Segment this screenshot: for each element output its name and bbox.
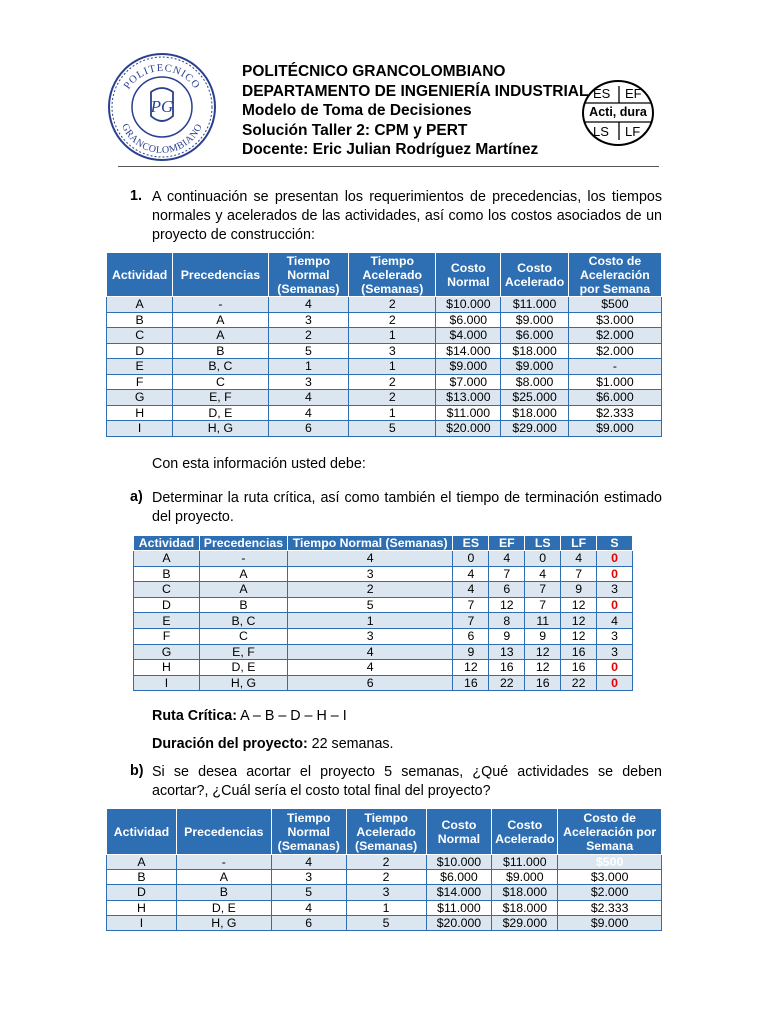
table-cell: D, E: [199, 660, 287, 676]
table-row: [134, 675, 633, 691]
table-cell: 3: [597, 582, 633, 598]
table-cell: 7: [525, 597, 561, 613]
table-header: Tiempo Normal (Semanas): [271, 809, 346, 855]
table-cell: 4: [271, 855, 346, 870]
table-cell: 2: [349, 374, 436, 390]
table-header: Actividad: [107, 253, 173, 297]
table-row: [107, 343, 662, 359]
svg-text:PG: PG: [150, 97, 174, 116]
table-cell: 12: [489, 597, 525, 613]
table-cell: 4: [489, 551, 525, 567]
table-cell: 5: [287, 597, 452, 613]
table-cell: 1: [268, 359, 349, 375]
table-cell: $29.000: [501, 421, 568, 437]
table-cell: 2: [346, 870, 426, 885]
table-cell: $2.333: [558, 900, 662, 915]
table-cell: 5: [271, 885, 346, 900]
table-header: Precedencias: [176, 809, 271, 855]
table-cell: 4: [561, 551, 597, 567]
table-cell: 16: [561, 644, 597, 660]
table-cell: 16: [561, 660, 597, 676]
table-cell: -: [173, 297, 268, 313]
table-cell: A: [107, 297, 173, 313]
table-header: Actividad: [107, 809, 177, 855]
table-cell: H, G: [176, 915, 271, 930]
table-row: [134, 566, 633, 582]
table-row: [107, 870, 662, 885]
table-cell: 7: [561, 566, 597, 582]
table-header: Costo Acelerado: [492, 809, 558, 855]
course-name: Modelo de Toma de Decisiones: [242, 102, 472, 119]
table-cell: 0: [597, 566, 633, 582]
table-cell: E: [134, 613, 200, 629]
table-cell: I: [107, 915, 177, 930]
table-header: Precedencias: [199, 536, 287, 551]
table-cell: 3: [349, 343, 436, 359]
table-cell: 2: [349, 297, 436, 313]
table-header: LF: [561, 536, 597, 551]
table-cell: 9: [489, 628, 525, 644]
table-cell: 9: [525, 628, 561, 644]
table-cell: $9.000: [568, 421, 661, 437]
table-row: [134, 628, 633, 644]
table-cell: $8.000: [501, 374, 568, 390]
project-duration: [152, 735, 394, 754]
table-cell: 3: [287, 566, 452, 582]
table-cell: 16: [489, 660, 525, 676]
header-divider: [118, 166, 659, 167]
question-b-text: Si se desea acortar el proyecto 5 semanas, ¿Qué actividades se deben acortar?, ¿Cuál sería el costo total final del proyecto?: [152, 764, 662, 799]
table-cell: 12: [453, 660, 489, 676]
table-cell: 1: [287, 613, 452, 629]
question-a-label: a): [130, 489, 143, 505]
table-cell: 5: [349, 421, 436, 437]
table-cell: -: [199, 551, 287, 567]
table-cell: 0: [597, 675, 633, 691]
node-lf-label: LF: [625, 124, 641, 139]
table-row: [107, 374, 662, 390]
table-cell: 16: [453, 675, 489, 691]
table-cell: D, E: [176, 900, 271, 915]
svg-text:GRANCOLOMBIANO: GRANCOLOMBIANO: [119, 121, 205, 157]
table-cell: $9.000: [501, 312, 568, 328]
table-row: [107, 328, 662, 344]
table-row: [107, 855, 662, 870]
table-cell: 4: [597, 613, 633, 629]
table-row: [107, 312, 662, 328]
table-cell: 6: [268, 421, 349, 437]
table-header: EF: [489, 536, 525, 551]
table-cell: $6.000: [568, 390, 661, 406]
table-cell: 7: [525, 582, 561, 598]
table-header: Tiempo Normal (Semanas): [268, 253, 349, 297]
table-cell: $2.333: [568, 405, 661, 421]
table-cell: 22: [489, 675, 525, 691]
table-cell: 12: [561, 597, 597, 613]
table-cell: B: [199, 597, 287, 613]
table-cell: 0: [597, 660, 633, 676]
table-cell: $1.000: [568, 374, 661, 390]
table-cell: $7.000: [436, 374, 501, 390]
table-cell: B: [134, 566, 200, 582]
table-cell: D: [107, 885, 177, 900]
table-cell: 11: [525, 613, 561, 629]
table-cell: I: [134, 675, 200, 691]
table-cell: 0: [453, 551, 489, 567]
table-row: [107, 297, 662, 313]
table-cell: $14.000: [426, 885, 492, 900]
table-cell: G: [134, 644, 200, 660]
table-cell: 12: [561, 613, 597, 629]
table-cell: $29.000: [492, 915, 558, 930]
crashing-table: [106, 808, 662, 931]
table-header: Tiempo Acelerado (Semanas): [346, 809, 426, 855]
table-cell: E: [107, 359, 173, 375]
table-cell: F: [107, 374, 173, 390]
table-cell: $3.000: [568, 312, 661, 328]
table-row: [107, 915, 662, 930]
table-row: [134, 582, 633, 598]
table-cell: 4: [268, 390, 349, 406]
table-cell: $14.000: [436, 343, 501, 359]
table-cell: I: [107, 421, 173, 437]
table-cell: 4: [271, 900, 346, 915]
table-header: Costo Normal: [436, 253, 501, 297]
table-cell: 5: [346, 915, 426, 930]
table-cell: 3: [268, 374, 349, 390]
table-cell: D: [107, 343, 173, 359]
table-cell: $500: [568, 297, 661, 313]
table-cell: -: [176, 855, 271, 870]
table-row: [107, 359, 662, 375]
table-cell: 6: [489, 582, 525, 598]
table-cell: 3: [346, 885, 426, 900]
table-cell: 3: [597, 644, 633, 660]
table-header: Costo Acelerado: [501, 253, 568, 297]
table-cell: $25.000: [501, 390, 568, 406]
table-header: Costo Normal: [426, 809, 492, 855]
institution-name: POLITÉCNICO GRANCOLOMBIANO: [242, 63, 506, 80]
table-cell: A: [199, 566, 287, 582]
table-cell: H: [107, 405, 173, 421]
table-cell: 4: [525, 566, 561, 582]
table-cell: $9.000: [492, 870, 558, 885]
table-cell: 4: [268, 297, 349, 313]
table-cell: 2: [346, 855, 426, 870]
instructor-name: Docente: Eric Julian Rodríguez Martínez: [242, 141, 539, 158]
critical-path-label: Ruta Crítica:: [152, 708, 237, 724]
table-cell: $500: [558, 855, 662, 870]
table-cell: A: [107, 855, 177, 870]
table-cell: $6.000: [501, 328, 568, 344]
table-cell: 0: [525, 551, 561, 567]
table-cell: 6: [271, 915, 346, 930]
table-cell: C: [134, 582, 200, 598]
table-cell: 12: [561, 628, 597, 644]
table-cell: 7: [453, 613, 489, 629]
table-row: [107, 405, 662, 421]
document-header: [242, 62, 588, 160]
table-row: [134, 644, 633, 660]
table-cell: $2.000: [568, 343, 661, 359]
table-cell: 4: [453, 566, 489, 582]
table-cell: 6: [287, 675, 452, 691]
document-title: Solución Taller 2: CPM y PERT: [242, 121, 468, 139]
table-cell: G: [107, 390, 173, 406]
table-cell: 9: [561, 582, 597, 598]
table-cell: 2: [287, 582, 452, 598]
table-row: [107, 885, 662, 900]
table-cell: $9.000: [558, 915, 662, 930]
table-cell: $11.000: [492, 855, 558, 870]
table-header: Costo de Aceleración por Semana: [558, 809, 662, 855]
table-cell: A: [134, 551, 200, 567]
table-header: Tiempo Normal (Semanas): [287, 536, 452, 551]
table-row: [134, 613, 633, 629]
activity-node-diagram: [582, 80, 654, 146]
table-cell: H: [134, 660, 200, 676]
table-row: [134, 597, 633, 613]
project-duration-label: Duración del proyecto:: [152, 736, 308, 752]
question-b-label: b): [130, 763, 144, 779]
table-cell: 7: [489, 566, 525, 582]
table-cell: $20.000: [426, 915, 492, 930]
table-cell: F: [134, 628, 200, 644]
table-cell: $11.000: [426, 900, 492, 915]
table-row: [107, 900, 662, 915]
table-cell: 12: [525, 644, 561, 660]
table-header: Actividad: [134, 536, 200, 551]
table-cell: B, C: [173, 359, 268, 375]
table-cell: 8: [489, 613, 525, 629]
table-cell: $11.000: [501, 297, 568, 313]
table-cell: A: [199, 582, 287, 598]
table-cell: 4: [453, 582, 489, 598]
table-cell: C: [199, 628, 287, 644]
table-cell: 12: [525, 660, 561, 676]
table-cell: 3: [597, 628, 633, 644]
table-cell: 13: [489, 644, 525, 660]
table-cell: B: [107, 870, 177, 885]
table-cell: 2: [268, 328, 349, 344]
table-cell: 0: [597, 551, 633, 567]
table-cell: $4.000: [436, 328, 501, 344]
instructions-text: Con esta información usted debe:: [152, 456, 366, 472]
table-cell: $6.000: [426, 870, 492, 885]
table-cell: 7: [453, 597, 489, 613]
table-header: Tiempo Acelerado (Semanas): [349, 253, 436, 297]
table-cell: $9.000: [436, 359, 501, 375]
table-header: S: [597, 536, 633, 551]
table-cell: B: [176, 885, 271, 900]
table-cell: 9: [453, 644, 489, 660]
table-cell: 4: [268, 405, 349, 421]
question-a-text: Determinar la ruta crítica, así como también el tiempo de terminación estimado del proyecto.: [152, 490, 662, 525]
table-cell: $20.000: [436, 421, 501, 437]
table-cell: 1: [346, 900, 426, 915]
table-cell: A: [176, 870, 271, 885]
table-cell: B: [107, 312, 173, 328]
critical-path: [152, 707, 347, 726]
activities-table: [106, 252, 662, 437]
question-number: 1.: [130, 188, 142, 204]
table-cell: B: [173, 343, 268, 359]
question-1-text: A continuación se presentan los requerimientos de precedencias, los tiempos normales y acelerados de las actividades, así como los costos asociados de un proyecto de construcción:: [152, 189, 662, 243]
table-cell: $2.000: [568, 328, 661, 344]
table-cell: 1: [349, 328, 436, 344]
critical-path-value: A – B – D – H – I: [237, 708, 347, 724]
table-cell: $10.000: [426, 855, 492, 870]
table-cell: $3.000: [558, 870, 662, 885]
table-cell: $13.000: [436, 390, 501, 406]
table-row: [107, 390, 662, 406]
table-cell: 6: [453, 628, 489, 644]
table-row: [134, 551, 633, 567]
table-cell: $18.000: [501, 343, 568, 359]
table-cell: C: [107, 328, 173, 344]
table-cell: B, C: [199, 613, 287, 629]
table-cell: $9.000: [501, 359, 568, 375]
table-cell: D, E: [173, 405, 268, 421]
svg-text:POLITECNICO: POLITECNICO: [122, 62, 202, 92]
table-cell: $11.000: [436, 405, 501, 421]
table-cell: $18.000: [501, 405, 568, 421]
table-cell: 1: [349, 359, 436, 375]
node-ls-label: LS: [593, 124, 609, 139]
table-header: ES: [453, 536, 489, 551]
node-ef-label: EF: [625, 86, 642, 101]
node-activity-duration-label: Acti, dura: [589, 105, 647, 119]
table-cell: 16: [525, 675, 561, 691]
table-cell: 4: [287, 660, 452, 676]
department-name: DEPARTAMENTO DE INGENIERÍA INDUSTRIAL: [242, 82, 589, 100]
table-cell: C: [173, 374, 268, 390]
table-header: Costo de Aceleración por Semana: [568, 253, 661, 297]
table-cell: 4: [287, 644, 452, 660]
table-row: [107, 421, 662, 437]
table-cell: $10.000: [436, 297, 501, 313]
table-row: [134, 660, 633, 676]
table-cell: E, F: [199, 644, 287, 660]
cpm-schedule-table: [133, 535, 633, 691]
table-cell: 2: [349, 390, 436, 406]
table-header: Precedencias: [173, 253, 268, 297]
table-cell: 1: [349, 405, 436, 421]
table-cell: H, G: [199, 675, 287, 691]
table-cell: H: [107, 900, 177, 915]
table-cell: H, G: [173, 421, 268, 437]
node-es-label: ES: [593, 86, 611, 101]
table-cell: 3: [287, 628, 452, 644]
table-cell: 22: [561, 675, 597, 691]
table-cell: 3: [271, 870, 346, 885]
table-cell: $18.000: [492, 900, 558, 915]
table-cell: 2: [349, 312, 436, 328]
university-seal-logo: [107, 52, 217, 162]
table-cell: 4: [287, 551, 452, 567]
table-header: LS: [525, 536, 561, 551]
table-cell: E, F: [173, 390, 268, 406]
table-cell: 3: [268, 312, 349, 328]
table-cell: A: [173, 312, 268, 328]
table-cell: $6.000: [436, 312, 501, 328]
table-cell: -: [568, 359, 661, 375]
table-cell: $2.000: [558, 885, 662, 900]
table-cell: 0: [597, 597, 633, 613]
table-cell: 5: [268, 343, 349, 359]
project-duration-value: 22 semanas.: [307, 736, 394, 752]
table-cell: A: [173, 328, 268, 344]
table-cell: D: [134, 597, 200, 613]
table-cell: $18.000: [492, 885, 558, 900]
